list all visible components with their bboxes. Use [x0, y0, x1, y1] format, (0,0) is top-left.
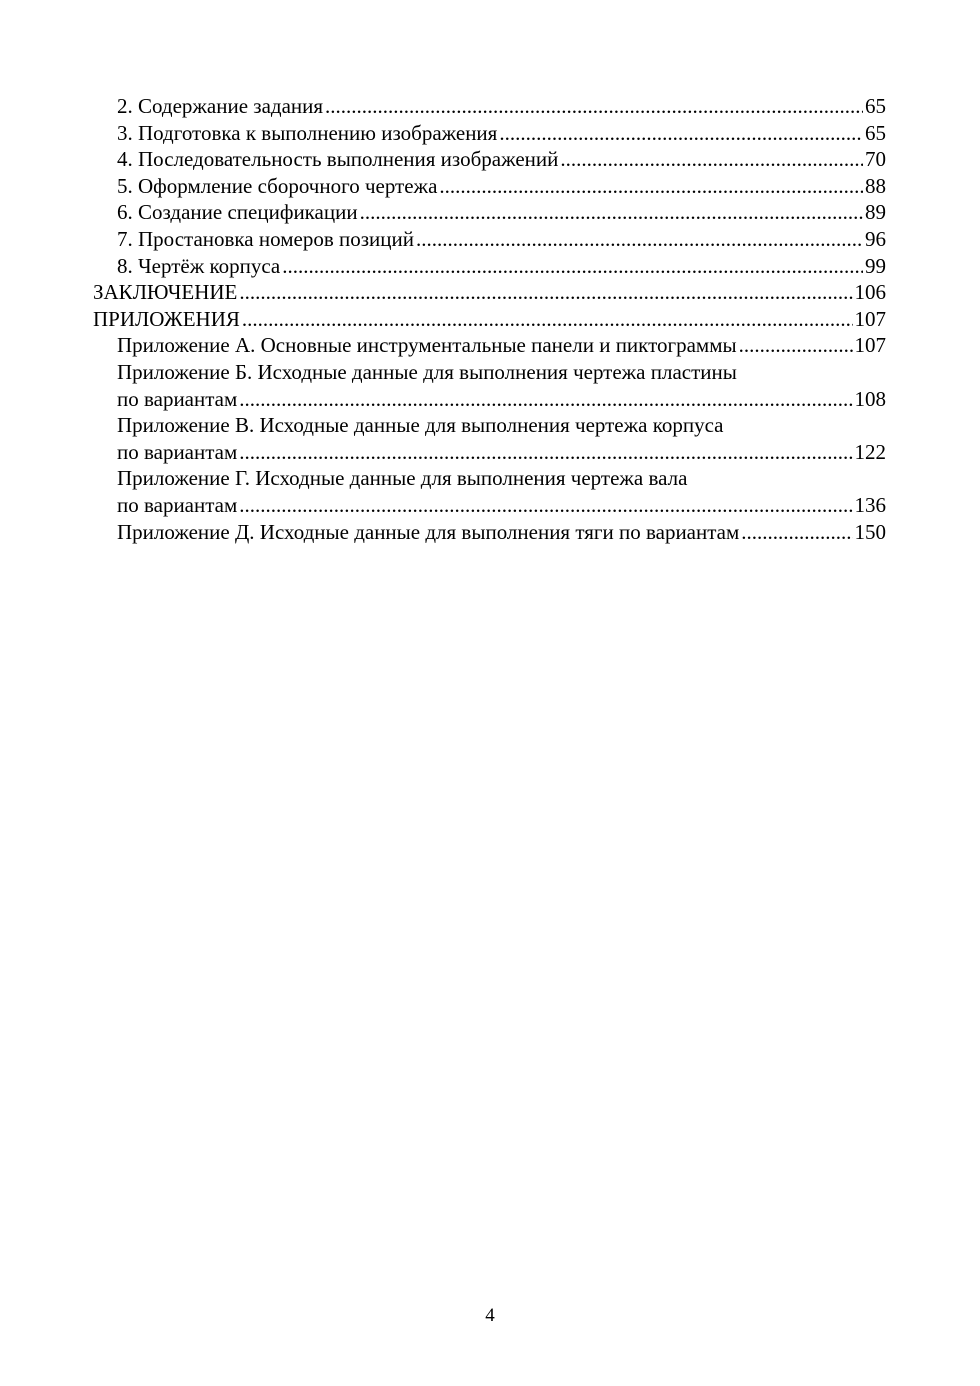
- toc-entry-title: ПРИЛОЖЕНИЯ: [93, 306, 240, 331]
- toc-entry-page: 96: [865, 226, 886, 251]
- toc-entry-title: 7. Простановка номеров позиций: [117, 226, 414, 251]
- toc-entry[interactable]: [93, 173, 886, 200]
- dot-leader: [416, 226, 863, 253]
- dot-leader: [239, 279, 852, 306]
- page-number: 4: [485, 1305, 495, 1326]
- toc-entry-conclusion[interactable]: [93, 279, 886, 306]
- toc-entry[interactable]: [93, 359, 886, 412]
- toc-line: [117, 439, 886, 466]
- toc-entry-title: по вариантам: [117, 439, 238, 464]
- toc-line: [117, 332, 886, 359]
- toc-line: [117, 173, 886, 200]
- toc-entry-page: 122: [854, 439, 886, 464]
- dot-leader: [242, 306, 853, 333]
- table-of-contents: [93, 93, 886, 545]
- toc-entry-title: по вариантам: [117, 492, 238, 517]
- dot-leader: [560, 146, 863, 173]
- dot-leader: [499, 120, 863, 147]
- toc-entry-page: 65: [865, 94, 886, 118]
- dot-leader: [360, 199, 863, 226]
- toc-entry-title: по вариантам: [117, 386, 238, 411]
- dot-leader: [282, 253, 863, 280]
- dot-leader: [439, 173, 863, 200]
- toc-line: [117, 199, 886, 226]
- toc-entry-title-first-line: Приложение Г. Исходные данные для выполнения чертежа вала: [117, 466, 688, 491]
- toc-line: [117, 386, 886, 413]
- toc-entry-page: 150: [854, 519, 886, 544]
- toc-entry-appendices[interactable]: [93, 306, 886, 333]
- toc-entry-title: 4. Последовательность выполнения изображений: [117, 147, 559, 172]
- toc-entry-title-first-line: Приложение В. Исходные данные для выполнения чертежа корпуса: [117, 413, 724, 438]
- toc-entry[interactable]: [93, 120, 886, 147]
- toc-line: [117, 253, 886, 280]
- toc-entry-page: 88: [865, 173, 886, 198]
- toc-entry-title: 2. Содержание задания: [117, 94, 324, 118]
- toc-line: [117, 492, 886, 519]
- dot-leader: [239, 386, 852, 413]
- dot-leader: [741, 519, 852, 546]
- toc-entry-title: 5. Оформление сборочного чертежа: [117, 173, 438, 198]
- toc-line: [117, 226, 886, 253]
- toc-line: [117, 146, 886, 173]
- toc-line: [93, 279, 886, 306]
- toc-entry-page: 107: [854, 333, 886, 358]
- toc-entry-title: ЗАКЛЮЧЕНИЕ: [93, 280, 238, 305]
- toc-line: [117, 120, 886, 147]
- toc-entry-page: 108: [854, 386, 886, 411]
- toc-entry[interactable]: [93, 199, 886, 226]
- toc-entry[interactable]: [93, 146, 886, 173]
- toc-entry[interactable]: [93, 332, 886, 359]
- toc-line: [117, 93, 886, 120]
- dot-leader: [239, 439, 852, 466]
- toc-entry-page: 99: [865, 253, 886, 278]
- toc-entry-title: 8. Чертёж корпуса: [117, 253, 281, 278]
- toc-entry-page: 106: [854, 280, 886, 305]
- toc-entry[interactable]: [93, 519, 886, 546]
- toc-entry-page: 65: [865, 120, 886, 145]
- toc-entry-title-first-line: Приложение Б. Исходные данные для выполнения чертежа пластины: [117, 359, 737, 384]
- dot-leader: [239, 492, 852, 519]
- toc-entry[interactable]: [93, 93, 886, 120]
- dot-leader: [325, 93, 863, 120]
- toc-entry-title: Приложение Д. Исходные данные для выполнения тяги по вариантам: [117, 519, 740, 544]
- toc-entry-page: 107: [854, 306, 886, 331]
- dot-leader: [739, 332, 853, 359]
- toc-entry[interactable]: [93, 226, 886, 253]
- toc-entry-page: 89: [865, 200, 886, 225]
- toc-entry-page: 70: [865, 147, 886, 172]
- toc-line: [117, 519, 886, 546]
- toc-line: [93, 306, 886, 333]
- toc-entry-page: 136: [854, 492, 886, 517]
- toc-entry-title: 6. Создание спецификации: [117, 200, 358, 225]
- toc-entry[interactable]: [93, 465, 886, 518]
- toc-entry[interactable]: [93, 253, 886, 280]
- toc-entry-title: 3. Подготовка к выполнению изображения: [117, 120, 498, 145]
- toc-entry[interactable]: [93, 412, 886, 465]
- toc-entry-title: Приложение А. Основные инструментальные панели и пиктограммы: [117, 333, 737, 358]
